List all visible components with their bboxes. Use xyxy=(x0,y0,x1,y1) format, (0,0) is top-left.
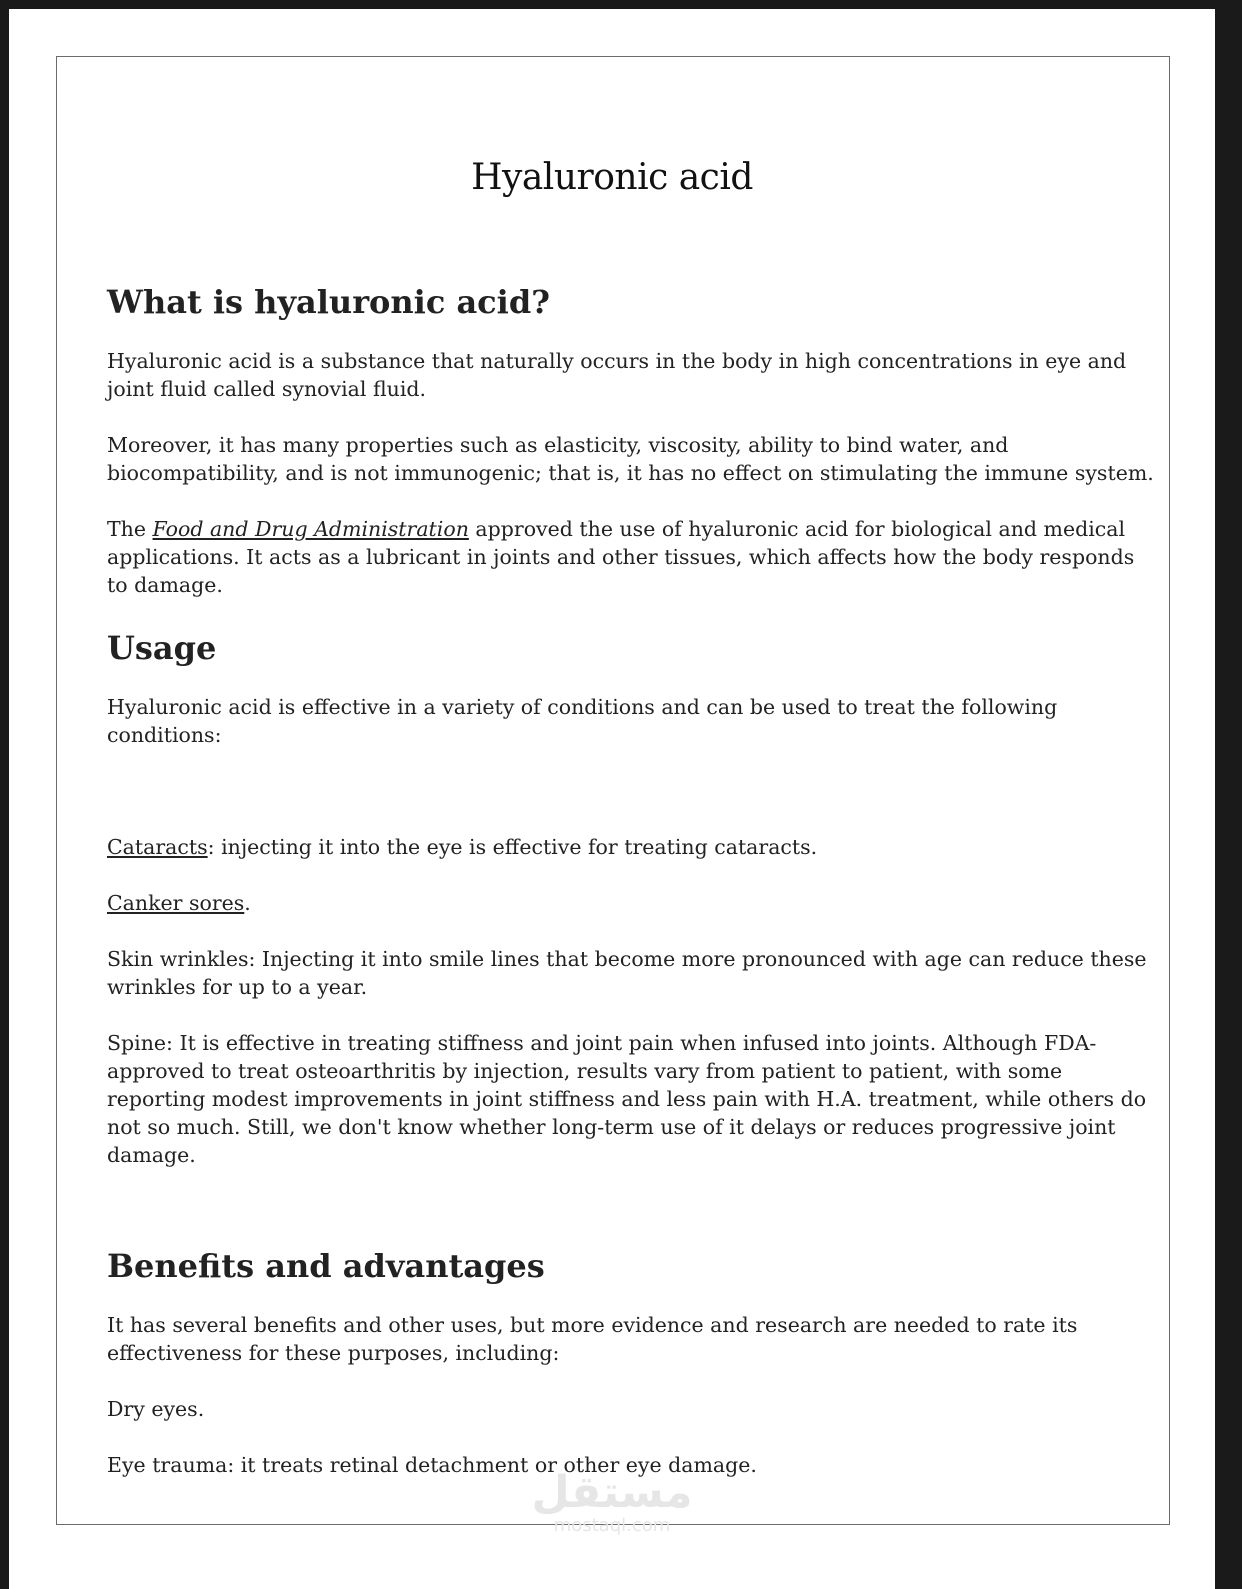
cataracts-text: : injecting it into the eye is effective for treating cataracts. xyxy=(207,835,818,859)
paragraph-properties: Moreover, it has many properties such as elasticity, viscosity, ability to bind water, and biocompatibility, and is not immunogenic; that is, it has no effect on stimulating the immune system. xyxy=(107,433,1154,485)
list-item-dry-eyes: Dry eyes. xyxy=(107,1397,205,1421)
list-item-spine: Spine: It is effective in treating stiffness and joint pain when infused into joints. Although FDA-approved to treat osteoarthritis by injection, results vary from patient to patient, with some reporting modest improvements in joint stiffness and less pain with H.A. treatment, while others do not so much. Still, we don't know whether long-term use of it delays or reduces progressive joint damage. xyxy=(107,1031,1147,1167)
list-item-canker-sores xyxy=(107,889,1157,917)
document-body xyxy=(107,279,1157,1479)
paragraph-definition: Hyaluronic acid is a substance that naturally occurs in the body in high concentrations in eye and joint fluid called synovial fluid. xyxy=(107,349,1127,401)
heading-what-is: What is hyaluronic acid? xyxy=(107,283,550,321)
document-title: Hyaluronic acid xyxy=(471,157,753,198)
fda-text-prefix: The xyxy=(107,517,153,541)
document-page xyxy=(9,9,1215,1589)
list-item-eye-trauma: Eye trauma: it treats retinal detachment or other eye damage. xyxy=(107,1453,757,1477)
canker-text: . xyxy=(244,891,251,915)
cataracts-term: Cataracts xyxy=(107,835,208,859)
canker-term: Canker sores xyxy=(107,891,245,915)
paragraph-fda xyxy=(107,515,1157,599)
fda-link[interactable]: Food and Drug Administration xyxy=(152,517,469,541)
list-item-cataracts xyxy=(107,833,1157,861)
watermark-arabic: مستقل xyxy=(531,1467,693,1518)
watermark-logo xyxy=(9,1469,1215,1535)
list-item-skin-wrinkles: Skin wrinkles: Injecting it into smile lines that become more pronounced with age can reduce these wrinkles for up to a year. xyxy=(107,947,1147,999)
heading-benefits: Benefits and advantages xyxy=(107,1247,545,1285)
heading-usage: Usage xyxy=(107,629,217,667)
watermark-latin: mostaql.com xyxy=(553,1515,671,1536)
paragraph-benefits-intro: It has several benefits and other uses, but more evidence and research are needed to rate its effectiveness for these purposes, including: xyxy=(107,1313,1078,1365)
paragraph-usage-intro: Hyaluronic acid is effective in a variety of conditions and can be used to treat the following conditions: xyxy=(107,695,1058,747)
fda-text-suffix: approved the use of hyaluronic acid for biological and medical applications. It acts as a lubricant in joints and other tissues, which affects how the body responds to damage. xyxy=(107,517,1135,597)
